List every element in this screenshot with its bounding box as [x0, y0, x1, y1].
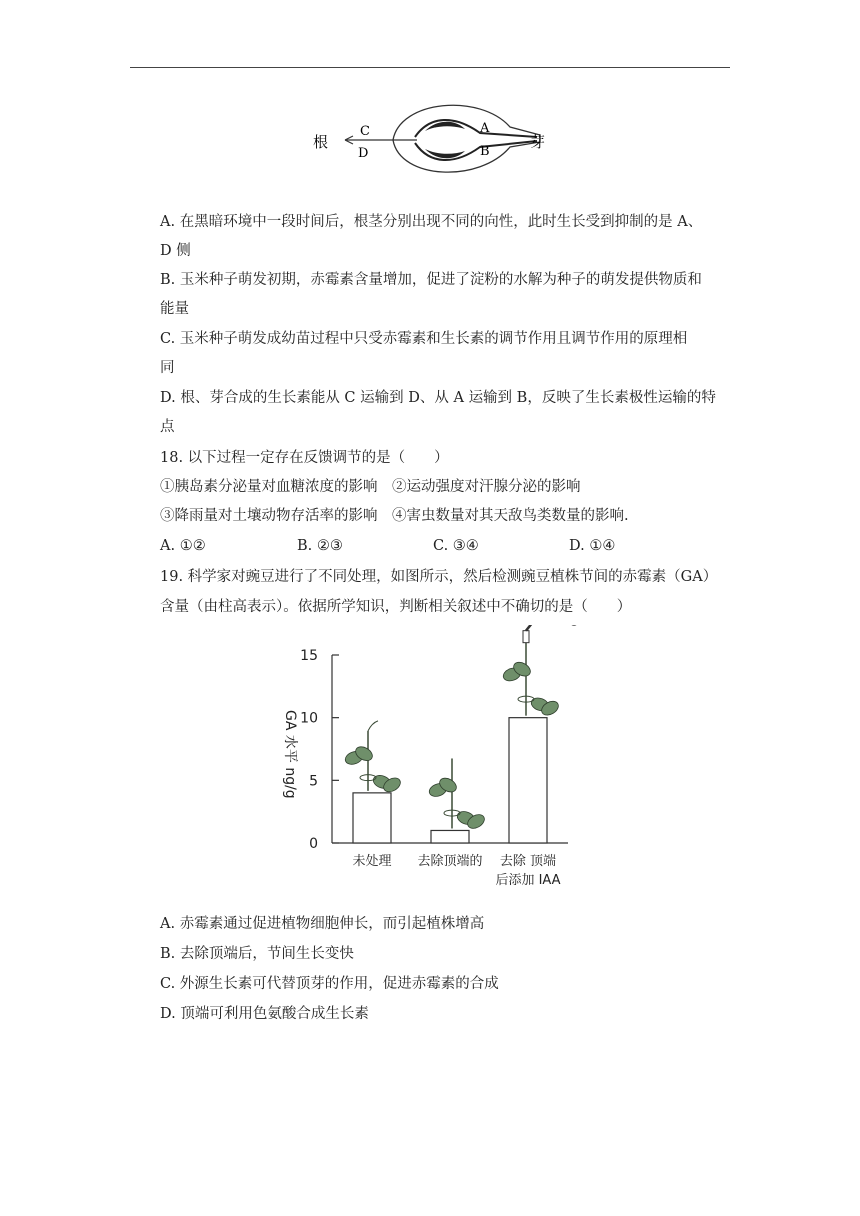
coleoptile	[415, 120, 537, 137]
q19-option-b: B. 去除顶端后，节间生长变快	[160, 946, 354, 962]
q18-items-line1: ①胰岛素分泌量对血糖浓度的影响 ②运动强度对汗腺分泌的影响	[160, 479, 581, 495]
q17-option-b-line1: B. 玉米种子萌发初期，赤霉素含量增加，促进了淀粉的水解为种子的萌发提供物质和	[160, 272, 702, 288]
q17-option-a-line1: A. 在黑暗环境中一段时间后，根茎分别出现不同的向性，此时生长受到抑制的是 A、	[160, 214, 703, 230]
plant-apex	[368, 721, 378, 731]
q19-option-a: A. 赤霉素通过促进植物细胞伸长，而引起植株增高	[160, 916, 485, 932]
q18-items-line2: ③降雨量对土壤动物存活率的影响 ④害虫数量对其天敌鸟类数量的影响.	[160, 508, 629, 524]
y-tick-label-3: 15	[300, 648, 318, 664]
bar-0	[353, 793, 391, 843]
iaa-cap	[523, 631, 529, 643]
x-tick-label-0-0: 未处理	[352, 854, 392, 869]
q18-option-b: B. ②③	[297, 538, 343, 554]
seed-diagram	[305, 95, 555, 185]
q17-option-d-line1: D. 根、芽合成的生长素能从 C 运输到 D、从 A 运输到 B，反映了生长素极性运输的特	[160, 390, 716, 406]
x-tick-label-2-0: 去除 顶端	[499, 854, 557, 869]
y-tick-label-2: 10	[300, 710, 318, 727]
iaa-bulb	[569, 625, 579, 626]
iaa-tube	[526, 625, 571, 631]
root-label: 根	[313, 133, 329, 151]
q17-option-c-line1: C. 玉米种子萌发成幼苗过程中只受赤霉素和生长素的调节作用且调节作用的原理相	[160, 331, 688, 347]
q18-option-d: D. ①④	[569, 538, 616, 554]
q19-stem-line1: 19. 科学家对豌豆进行了不同处理，如图所示，然后检测豌豆植株节间的赤霉素（GA）	[160, 569, 718, 585]
shoot-label: 芽	[530, 133, 546, 151]
letter-c: C	[360, 124, 370, 139]
bar-1	[431, 830, 469, 843]
bar-2	[509, 718, 547, 843]
y-axis-label: GA 水平 ng/g	[282, 710, 298, 799]
q17-option-a-line2: D 侧	[160, 243, 191, 259]
q19-option-c: C. 外源生长素可代替顶芽的作用，促进赤霉素的合成	[160, 976, 499, 992]
q18-stem: 18. 以下过程一定存在反馈调节的是（ ）	[160, 450, 449, 466]
letter-d: D	[358, 146, 369, 161]
q19-option-d: D. 顶端可利用色氨酸合成生长素	[160, 1006, 369, 1022]
seed-outline	[393, 105, 540, 172]
q17-option-d-line2: 点	[160, 419, 175, 435]
x-tick-label-1-0: 去除顶端的	[417, 854, 483, 869]
y-tick-label-1: 5	[309, 773, 318, 790]
q18-option-c: C. ③④	[433, 538, 479, 554]
q17-option-c-line2: 同	[160, 360, 175, 376]
letter-b: B	[480, 144, 490, 159]
radicle	[415, 141, 537, 160]
y-tick-label-0: 0	[309, 836, 318, 852]
q18-option-a: A. ①②	[160, 538, 206, 554]
ga-bar-chart	[270, 625, 590, 890]
x-tick-label-2-1: 后添加 IAA	[495, 873, 561, 888]
header-rule	[130, 67, 730, 68]
q19-stem-line2: 含量（由柱高表示）。依据所学知识，判断相关叙述中不确切的是（ ）	[160, 599, 632, 615]
letter-a: A	[480, 121, 490, 136]
q17-option-b-line2: 能量	[160, 301, 189, 317]
